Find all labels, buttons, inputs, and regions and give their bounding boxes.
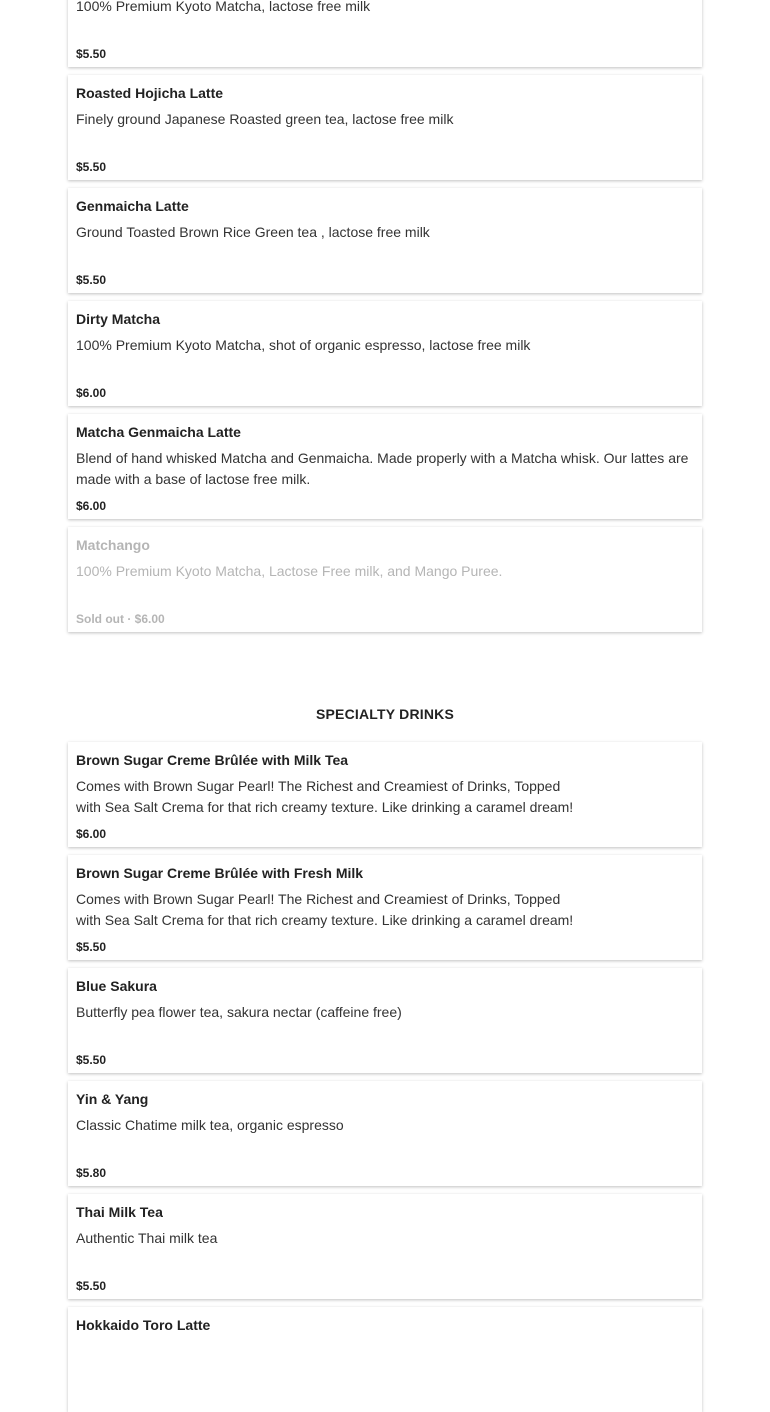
item-description: 100% Premium Kyoto Matcha, Lactose Free milk, and Mango Puree. <box>76 563 503 579</box>
item-description: Comes with Brown Sugar Pearl! The Richest and Creamiest of Drinks, Topped with Sea Salt Crema for that rich creamy texture. Like drinking a caramel dream! <box>76 891 574 928</box>
item-name: Roasted Hojicha Latte <box>76 85 224 101</box>
item-name: Hokkaido Toro Latte <box>76 1317 211 1333</box>
item-name: Brown Sugar Creme Brûlée with Milk Tea <box>76 752 349 768</box>
section-title: SPECIALTY DRINKS <box>315 706 455 722</box>
menu-item-card[interactable] <box>68 1307 702 1412</box>
menu-item-card[interactable] <box>68 742 702 847</box>
item-price: $5.50 <box>76 47 107 61</box>
item-price: $5.50 <box>76 1279 107 1293</box>
item-name: Brown Sugar Creme Brûlée with Fresh Milk <box>76 865 364 881</box>
item-name: Genmaicha Latte <box>76 198 189 214</box>
item-price: $6.00 <box>76 386 107 400</box>
item-name: Thai Milk Tea <box>76 1204 163 1220</box>
menu-item-card[interactable] <box>68 1194 702 1299</box>
item-description: Butterfly pea flower tea, sakura nectar (caffeine free) <box>76 1004 402 1020</box>
item-description: Ground Toasted Brown Rice Green tea , lactose free milk <box>76 224 430 240</box>
item-description: Classic Chatime milk tea, organic espresso <box>76 1117 344 1133</box>
item-price: $5.50 <box>76 160 107 174</box>
menu-item-card[interactable] <box>68 75 702 180</box>
item-description: Finely ground Japanese Roasted green tea, lactose free milk <box>76 111 454 127</box>
item-price: $5.50 <box>76 940 107 954</box>
item-name: Yin & Yang <box>76 1091 149 1107</box>
item-name: Matcha Genmaicha Latte <box>76 424 241 440</box>
menu-item-card[interactable] <box>68 968 702 1073</box>
menu-item-card-sold-out <box>68 527 702 632</box>
item-price: $5.50 <box>76 273 107 287</box>
item-description: 100% Premium Kyoto Matcha, shot of organic espresso, lactose free milk <box>76 337 531 353</box>
item-name: Matchango <box>76 537 150 553</box>
menu-item-card[interactable] <box>68 301 702 406</box>
menu-item-card[interactable] <box>68 1081 702 1186</box>
item-description: Authentic Thai milk tea <box>76 1230 218 1246</box>
item-price: $6.00 <box>76 499 107 513</box>
item-price-sold-out: Sold out · $6.00 <box>76 612 165 626</box>
menu-item-card[interactable] <box>68 0 702 67</box>
item-description: Blend of hand whisked Matcha and Genmaicha. Made properly with a Matcha whisk. Our lattes are made with a base of lactose free milk. <box>76 450 689 487</box>
menu-item-card[interactable] <box>68 414 702 519</box>
item-description: 100% Premium Kyoto Matcha, lactose free milk <box>76 0 371 14</box>
item-price: $5.50 <box>76 1053 107 1067</box>
menu-item-card[interactable] <box>68 188 702 293</box>
menu-item-card[interactable] <box>68 855 702 960</box>
item-name: Dirty Matcha <box>76 311 161 327</box>
item-name: Blue Sakura <box>76 978 157 994</box>
item-price: $5.80 <box>76 1166 107 1180</box>
item-price: $6.00 <box>76 827 107 841</box>
item-description: Comes with Brown Sugar Pearl! The Richest and Creamiest of Drinks, Topped with Sea Salt Crema for that rich creamy texture. Like drinking a caramel dream! <box>76 778 574 815</box>
